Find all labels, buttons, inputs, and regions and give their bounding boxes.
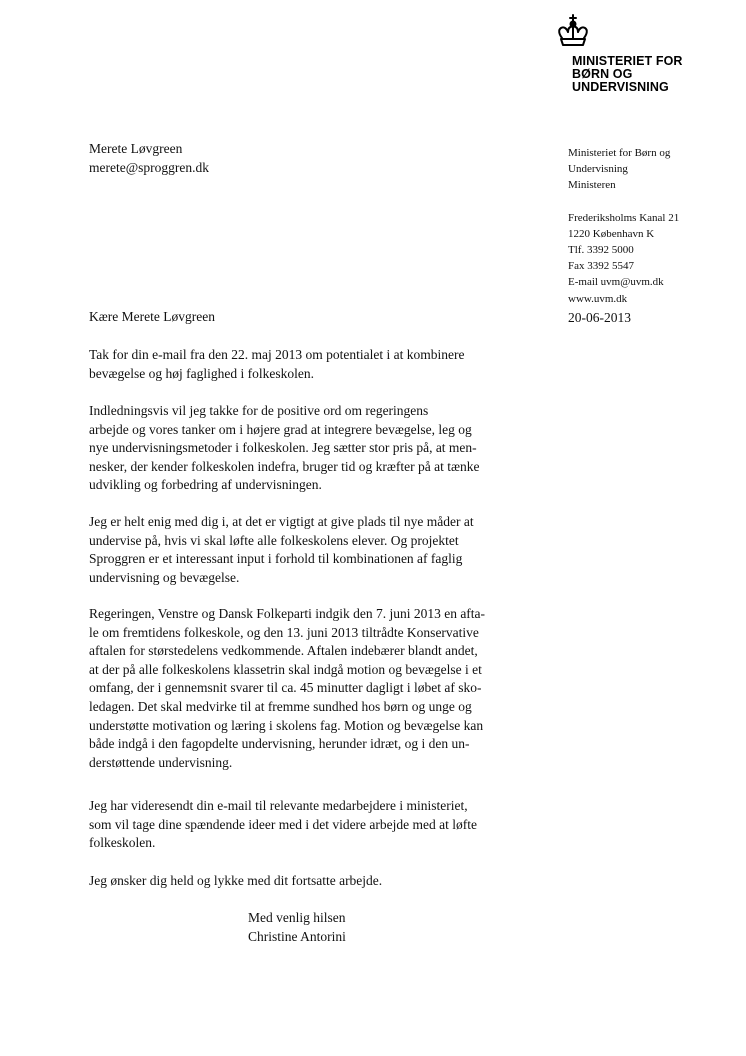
recipient-name: Merete Løvgreen <box>89 141 183 156</box>
sender-address-line: 1220 København K <box>568 227 655 240</box>
closing-greeting: Med venlig hilsen <box>248 910 346 925</box>
paragraph-line: nye undervisningsmetoder i folkeskolen. Jeg sætter stor pris på, at men- <box>89 440 477 456</box>
paragraph-line: derstøttende undervisning. <box>89 754 233 770</box>
signature-name: Christine Antorini <box>248 928 346 944</box>
sender-block <box>568 145 679 307</box>
sender-email: E-mail uvm@uvm.dk <box>568 276 664 289</box>
sender-address-line: Frederiksholms Kanal 21 <box>568 211 680 224</box>
sender-website: www.uvm.dk <box>568 292 628 305</box>
spacer <box>568 194 679 210</box>
paragraph-line: le om fremtidens folkeskole, og den 13. juni 2013 tiltrådte Konservative <box>89 624 479 640</box>
logo-wordmark <box>572 55 683 94</box>
paragraph-line: at der på alle folkeskolens klassetrin skal indgå motion og bevægelse i et <box>89 661 482 677</box>
paragraph-line: Sproggren er et interessant input i forhold til kombinationen af faglig <box>89 551 463 567</box>
paragraph-line: ledagen. Det skal medvirke til at fremme sundhed hos børn og unge og <box>89 698 472 714</box>
paragraph-line: folkeskolen. <box>89 835 156 851</box>
paragraph-line: Indledningsvis vil jeg takke for de positive ord om regeringens <box>89 403 429 418</box>
sender-org-line: Undervisning <box>568 163 628 176</box>
body-paragraph <box>89 872 382 891</box>
logo-line: UNDERVISNING <box>572 80 669 94</box>
letter-date: 20-06-2013 <box>568 310 631 325</box>
body-paragraph <box>89 402 479 495</box>
body-paragraph <box>89 797 477 853</box>
paragraph-line: Jeg er helt enig med dig i, at det er vigtigt at give plads til nye måder at <box>89 514 474 529</box>
recipient-email: merete@sproggren.dk <box>89 160 210 175</box>
paragraph-line: understøtte motivation og læring i skolens fag. Motion og bevægelse kan <box>89 717 484 733</box>
paragraph-line: Jeg ønsker dig held og lykke med dit fortsatte arbejde. <box>89 873 383 888</box>
logo-line: BØRN OG <box>572 67 633 81</box>
body-paragraph <box>89 605 485 772</box>
paragraph-line: arbejde og vores tanker om i højere grad at integrere bevægelse, leg og <box>89 421 472 437</box>
sender-fax: Fax 3392 5547 <box>568 260 634 273</box>
paragraph-line: aftalen for størstedelens vedkommende. Aftalen indebærer blandt andet, <box>89 643 478 659</box>
logo-line: MINISTERIET FOR <box>572 54 683 68</box>
closing-block <box>248 909 346 946</box>
salutation: Kære Merete Løvgreen <box>89 309 215 324</box>
paragraph-line: undervise på, hvis vi skal løfte alle folkeskolens elever. Og projektet <box>89 532 459 548</box>
sender-org-line: Ministeriet for Børn og <box>568 147 671 159</box>
sender-org-line: Ministeren <box>568 179 616 192</box>
ministry-logo <box>553 14 703 100</box>
sender-phone: Tlf. 3392 5000 <box>568 244 634 257</box>
recipient-block <box>89 139 209 177</box>
paragraph-line: Jeg har videresendt din e-mail til relevante medarbejdere i ministeriet, <box>89 798 468 813</box>
paragraph-line: bevægelse og høj faglighed i folkeskolen. <box>89 365 314 381</box>
paragraph-line: Regeringen, Venstre og Dansk Folkeparti indgik den 7. juni 2013 en afta- <box>89 606 486 621</box>
body-paragraph <box>89 346 464 383</box>
paragraph-line: som vil tage dine spændende ideer med i det videre arbejde med at løfte <box>89 816 477 832</box>
paragraph-line: både indgå i den fagopdelte undervisning, herunder idræt, og i den un- <box>89 736 470 752</box>
paragraph-line: Tak for din e-mail fra den 22. maj 2013 om potentialet i at kombinere <box>89 347 465 362</box>
crown-icon <box>556 14 590 50</box>
body-paragraph <box>89 513 474 587</box>
paragraph-line: undervisning og bevægelse. <box>89 569 240 585</box>
paragraph-line: nesker, der kender folkeskolen indefra, bruger tid og kræfter på at tænke <box>89 458 480 474</box>
paragraph-line: omfang, der i gennemsnit svarer til ca. 45 minutter dagligt i løbet af sko- <box>89 680 482 696</box>
paragraph-line: udvikling og forbedring af undervisningen. <box>89 477 322 493</box>
